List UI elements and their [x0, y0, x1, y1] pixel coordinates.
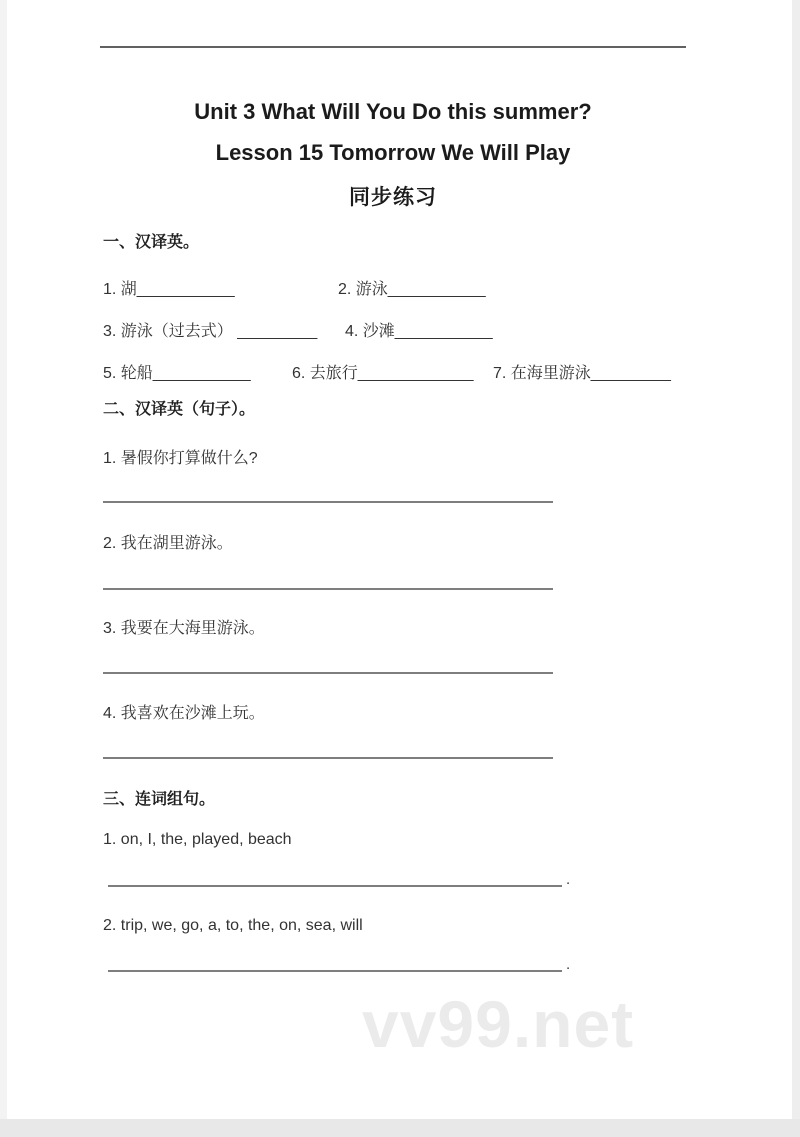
- section-one-item-3: 3. 游泳（过去式） _________: [103, 323, 318, 340]
- section-three-item-1: 1. on, I, the, played, beach: [103, 831, 292, 848]
- answer-line: [103, 757, 553, 759]
- title-lesson: Lesson 15 Tomorrow We Will Play: [215, 140, 571, 165]
- answer-line-period: .: [566, 956, 571, 973]
- answer-line-period: .: [566, 871, 571, 888]
- section-two-item-3: 3. 我要在大海里游泳。: [103, 620, 265, 637]
- section-one-item-5: 5. 轮船___________: [103, 365, 251, 382]
- section-two-item-4: 4. 我喜欢在沙滩上玩。: [103, 705, 265, 722]
- top-rule: [100, 46, 686, 48]
- answer-line: [103, 672, 553, 674]
- page-edge-left: [0, 0, 7, 1120]
- page-bottom-bar: [0, 1119, 800, 1137]
- section-two-heading: 二、汉译英（句子）。: [103, 401, 256, 418]
- section-one-item-6: 6. 去旅行_____________: [292, 365, 474, 382]
- section-one-item-7: 7. 在海里游泳_________: [493, 365, 671, 382]
- section-three-item-2: 2. trip, we, go, a, to, the, on, sea, will: [103, 917, 363, 934]
- answer-line: [108, 885, 562, 887]
- answer-line: [108, 970, 562, 972]
- section-two-item-1: 1. 暑假你打算做什么?: [103, 450, 258, 467]
- answer-line: [103, 588, 553, 590]
- section-three-heading: 三、连词组句。: [103, 791, 216, 808]
- section-one-heading: 一、汉译英。: [103, 234, 200, 251]
- answer-line: [103, 501, 553, 503]
- watermark: vv99.net: [362, 987, 635, 1061]
- section-one-item-1: 1. 湖___________: [103, 281, 235, 298]
- title-unit: Unit 3 What Will You Do this summer?: [194, 99, 592, 124]
- section-one-item-2: 2. 游泳___________: [338, 281, 486, 298]
- section-two-item-2: 2. 我在湖里游泳。: [103, 535, 233, 552]
- page-edge-right: [792, 0, 800, 1120]
- section-one-item-4: 4. 沙滩___________: [345, 323, 493, 340]
- title-exercise: 同步练习: [349, 186, 437, 209]
